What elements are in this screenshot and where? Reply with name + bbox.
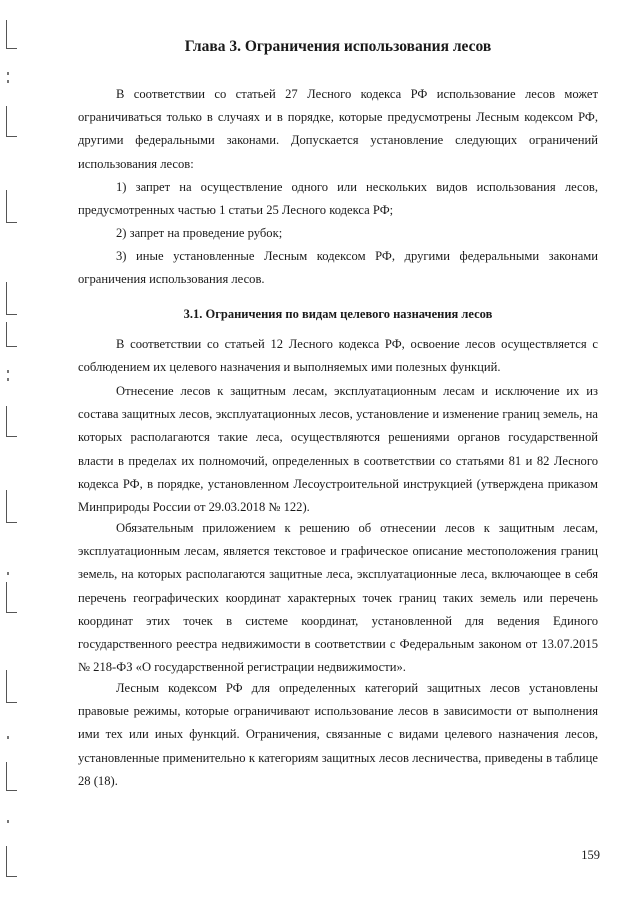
binding-mark [6,582,17,613]
binding-mark [6,282,17,315]
chapter-title: Глава 3. Ограничения использования лесов [184,38,492,55]
page-number: 159 [581,848,600,862]
section-paragraph: Обязательным приложением к решению об отнесении лесов к защитным лесам, эксплуатационным лесам, является текстовое и графическое описание местоположения границ земель, на которых располагаются защитные леса, эксплуатационные леса, включающее в себя перечень географических координат характерных точек границ таких земель или перечень координат этих точек в системе координат, установленной для ведения Единого государственного реестра недвижимости в соответствии с Федеральным законом от 13.07.2015 № 218-ФЗ «О государственной регистрации недвижимости». [78,521,598,675]
list-item: 1) запрет на осуществление одного или нескольких видов использования лесов, предусмотренных частью 1 статьи 25 Лесного кодекса РФ; [78,180,598,218]
binding-mark [6,106,17,137]
binding-dot [7,572,9,575]
binding-dot [7,72,9,75]
binding-dot [7,80,9,83]
binding-mark [6,20,17,49]
binding-dot [7,378,9,381]
intro-paragraph: В соответствии со статьей 27 Лесного кодекса РФ использование лесов может ограничиваться только в случаях и в порядке, которые предусмотрены Лесным кодексом РФ, другими федеральными законами. Допускается установление следующих ограничений использования лесов: [78,87,598,171]
binding-mark [6,670,17,703]
section-paragraph: Отнесение лесов к защитным лесам, эксплуатационным лесам и исключение их из состава защитных лесов, эксплуатационных лесов, установление и изменение границ земель, на которых располагаются такие леса, осуществляются решениями органов государственной власти в пределах их полномочий, определенных в соответствии со статьями 81 и 82 Лесного кодекса РФ, в порядке, установленном Лесоустроительной инструкцией (утверждена приказом Минприроды России от 29.03.2018 № 122). [78,384,598,515]
binding-mark [6,322,17,347]
binding-mark [6,846,17,877]
list-item: 3) иные установленные Лесным кодексом РФ, другими федеральными законами ограничения использования лесов. [78,249,598,287]
binding-mark [6,490,17,523]
list-item: 2) запрет на проведение рубок; [116,226,283,240]
binding-mark [6,762,17,791]
binding-mark [6,190,17,223]
binding-dot [7,736,9,739]
binding-marks [6,20,20,890]
section-paragraph: Лесным кодексом РФ для определенных категорий защитных лесов установлены правовые режимы, которые ограничивают использование лесов в зависимости от выполнения ими тех или иных функций. Ограничения, связанные с видами целевого назначения лесов, установленные применительно к категориям защитных лесов лесничества, приведены в таблице 28 (18). [78,681,598,788]
section-title: 3.1. Ограничения по видам целевого назначения лесов [183,307,493,321]
binding-dot [7,820,9,823]
binding-dot [7,370,9,373]
section-paragraph: В соответствии со статьей 12 Лесного кодекса РФ, освоение лесов осуществляется с соблюдением их целевого назначения и выполняемых ими полезных функций. [78,337,598,375]
binding-mark [6,406,17,437]
